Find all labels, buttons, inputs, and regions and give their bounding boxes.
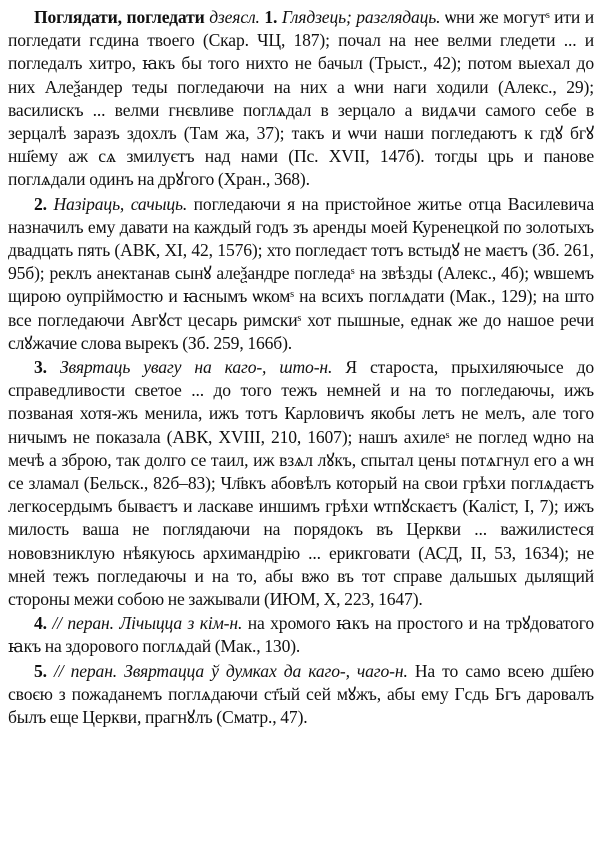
sense-number: 1. bbox=[264, 7, 278, 27]
sense-definition: Звяртаць увагу на каго-, што-н. bbox=[60, 357, 333, 378]
sense-number: 5. bbox=[34, 660, 47, 681]
sense-4 bbox=[8, 612, 594, 658]
sense-prefix: // перан. bbox=[54, 660, 118, 681]
sense-citations: На то само всею дш҃ею своєю з пожаданемъ поглѧдаючи ст҃ый сей мꙋжъ, абы ему Гсдь Бгъ даровалъ былъ еще Церкви, прагнꙋлъ (Сматр., 47). bbox=[8, 660, 595, 728]
sense-number: 3. bbox=[34, 357, 47, 378]
sense-definition: Глядзець; разглядаць. bbox=[281, 7, 441, 27]
sense-1 bbox=[8, 6, 594, 192]
sense-5 bbox=[8, 660, 594, 730]
sense-citations: на хромого ꙗкъ на простого и на трꙋдоватого ꙗкъ на здорового поглѧдай (Мак., 130). bbox=[8, 613, 595, 657]
sense-definition: Назіраць, сачыць. bbox=[53, 193, 188, 214]
sense-definition: Звяртацца ў думках да каго-, чаго-н. bbox=[124, 660, 408, 681]
sense-prefix: // перан. bbox=[52, 613, 114, 634]
sense-citations: ѡни же могутˢ ити и погледати гсдина твоего (Скар. ЧЦ, 187); почал на нее велми гледети ... и погледалъ хитро, ꙗкъ бы того нихто не бачыл (Трыст., 42); потом выехал до них Алеѯандер теды погледаючи на них а ѡни наги ходили (Алекс., 29); василискъ ... велми гнєвливе поглѧдал в зерцало а видѧчи самого себе в зерцалѣ заразъ здохлъ (Там жа, 37); такъ и ѡчи наши погледаютъ к гдꙋ бгꙋ нш҃ему аж сѧ змилуєтъ над нами (Пс. XVII, 147б). тогды црь и панове поглѧдали одинъ на дрꙋгого (Хран., 368). bbox=[8, 7, 595, 190]
grammar-label: дзеясл. bbox=[209, 7, 260, 27]
sense-number: 2. bbox=[34, 193, 47, 214]
entry-lemma: Поглядати, погледати bbox=[34, 7, 205, 27]
sense-citations: погледаючи я на пристойное житье отца Василевича назначилъ ему давати на каждый годъ зъ аренды моей Куренецкой по золотыхъ двадцать пять (АВК, XI, 42, 1576); хто погледаєт тотъ встыдꙋ не маєтъ (Зб. 261, 95б); реклъ анектанав сынꙋ алеѯандре погледаˢ на звѣзды (Алекс., 4б); ѡвшемъ щирою оупріймостю и ꙗснымъ ѡкомˢ на всихъ поглѧдати (Мак., 129); на што все погледаючи Авгꙋст цесарь римскиˢ хот пышные, еднак же до нашое речи слꙋжачие слова вырекъ (Зб. 259, 166б). bbox=[8, 193, 595, 353]
sense-3 bbox=[8, 356, 594, 611]
sense-2 bbox=[8, 193, 594, 355]
sense-citations: Я староста, прыхиляючысе до справедливости светое ... до того тежъ немней и на то погледаючы, ижъ позваная хотя-жъ менила, ижъ тотъ Карловичъ якобы летъ не мелъ, але того ничымъ не показала (АВК, XVIII, 210, 1607); нашъ ахилеˢ не поглед ѡдно на мечѣ а зброю, так долго се таил, иж взѧл лꙋкъ, спытал цены потѧгнул его а ѡн се зламал (Бельск., 82б–83); Чл҃вкъ абовѣлъ который на свои грѣхи поглѧдаєтъ легкосердымъ бываєтъ и ласкаве иншимъ грѣхи ѡтпꙋскаєтъ (Каліст, I, 7); ижъ милость ваша не поглядаючи на порядокъ въ Церкви ... важилистеся нововзниклую нѣякуюсь архимандрію ... ерикговати (АСД, II, 53, 1634); не мней тежъ погледаючы и на то, абы вжо въ тот справе дальшых дылящий стороны межи собою не зажывали (ИЮМ, X, 223, 1647). bbox=[8, 357, 595, 610]
sense-number: 4. bbox=[34, 613, 47, 634]
sense-definition: Лічыцца з кім-н. bbox=[119, 613, 243, 634]
